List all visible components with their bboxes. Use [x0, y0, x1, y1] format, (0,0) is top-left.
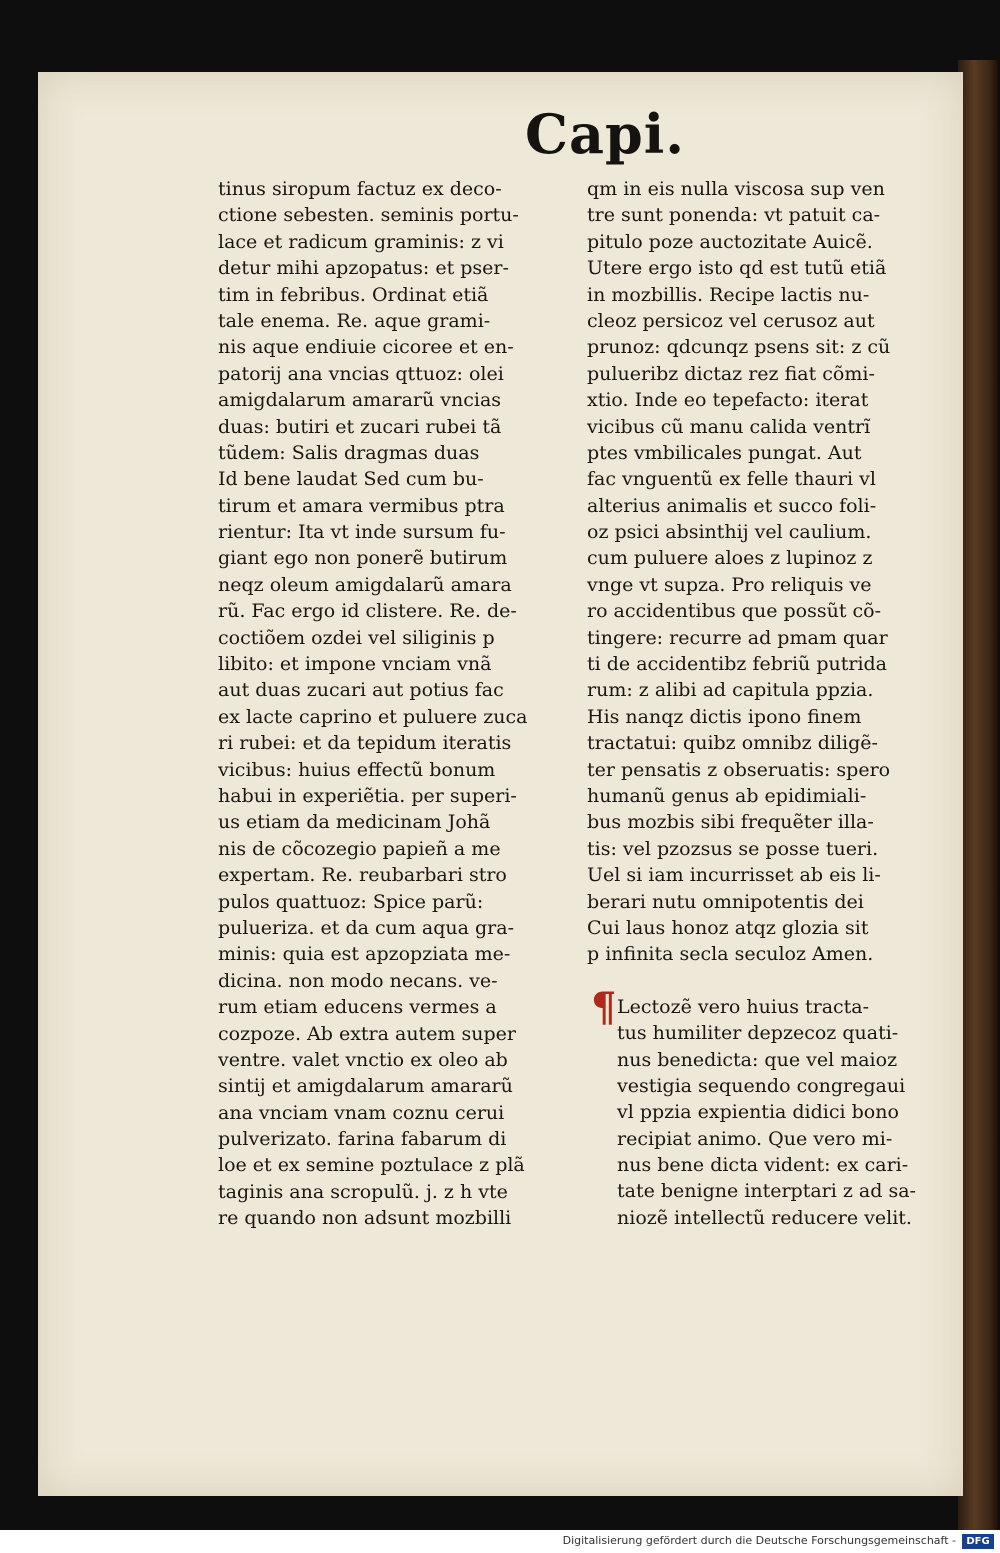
text-line: expertam. Re. reubarbari stro — [218, 864, 507, 887]
text-line: re quando non adsunt mozbilli — [218, 1207, 512, 1230]
footer-credit: Digitalisierung gefördert durch die Deutsche Forschungsgemeinschaft - — [562, 1534, 956, 1547]
text-line: oz psici absinthij vel caulium. — [587, 521, 872, 544]
text-line: vicibus cũ manu calida ventrĩ — [587, 415, 871, 438]
text-line: loe et ex semine poztulace z plã — [218, 1154, 525, 1177]
dfg-logo: DFG — [962, 1534, 994, 1549]
text-line: humanũ genus ab epidimiali- — [587, 784, 867, 807]
text-line: ex lacte caprino et puluere zuca — [218, 705, 528, 728]
text-line: prunoz: qdcunqz psens sit: z cũ — [587, 336, 891, 359]
text-line: tractatui: quibz omnibz diligẽ- — [587, 732, 878, 755]
text-line: qm in eis nulla viscosa sup ven — [587, 178, 885, 200]
text-line: vicibus: huius effectũ bonum — [218, 758, 496, 781]
text-line: tũdem: Salis dragmas duas — [218, 441, 480, 464]
text-line: His nanqz dictis ipono finem — [587, 705, 862, 728]
text-line: fac vnguentũ ex felle thauri vl — [587, 468, 876, 491]
text-line: rũ. Fac ergo id clistere. Re. de- — [218, 600, 517, 623]
text-line: nus benedicta: que vel maioz — [617, 1048, 898, 1071]
text-line: in mozbillis. Recipe lactis nu- — [587, 283, 870, 306]
text-line: ana vnciam vnam coznu cerui — [218, 1101, 505, 1124]
rubric-paragraph-mark: ¶ — [591, 984, 617, 1031]
text-line: aut duas zucari aut potius fac — [218, 679, 504, 702]
text-line: tim in febribus. Ordinat etiã — [218, 283, 489, 306]
text-line: pulueriza. et da cum aqua gra- — [218, 916, 515, 939]
text-line: bus mozbis sibi frequẽter illa- — [587, 811, 874, 834]
book-page — [38, 72, 963, 1496]
text-line: tate benigne interptari z ad sa- — [617, 1180, 916, 1203]
text-line: niozẽ intellectũ reducere velit. — [617, 1206, 912, 1229]
text-line: pulverizato. farina fabarum di — [218, 1128, 507, 1151]
text-line: recipiat animo. Que vero mi- — [617, 1127, 893, 1150]
text-line: pulos quattuoz: Spice parũ: — [218, 890, 484, 913]
running-head: Capi. — [525, 102, 686, 166]
footer-bar — [0, 1530, 1000, 1553]
text-line: vestigia sequendo congregaui — [617, 1074, 906, 1097]
text-line: tis: vel pzozsus se posse tueri. — [587, 837, 879, 860]
text-line: tinus siropum factuz ex deco- — [218, 178, 502, 200]
text-line: cozpoze. Ab extra autem super — [218, 1022, 516, 1045]
text-line: nus bene dicta vident: ex cari- — [617, 1154, 909, 1177]
text-line: detur mihi apzopatus: et pser- — [218, 257, 509, 280]
text-line: vnge vt supza. Pro reliquis ve — [587, 573, 872, 596]
text-line: ventre. valet vnctio ex oleo ab — [218, 1048, 508, 1071]
text-line: cleoz persicoz vel cerusoz aut — [587, 309, 875, 332]
text-line: tingere: recurre ad pmam quar — [587, 626, 888, 649]
text-line: vl ppzia expientia didici bono — [617, 1101, 899, 1124]
text-line: tus humiliter depzecoz quati- — [617, 1022, 899, 1045]
text-line: neqz oleum amigdalarũ amara — [218, 573, 512, 596]
book-edge — [958, 60, 998, 1530]
text-line: tirum et amara vermibus ptra — [218, 494, 505, 517]
paragraph-gap — [587, 968, 916, 994]
text-line: ro accidentibus que possũt cõ- — [587, 600, 881, 623]
text-line: ctione sebesten. seminis portu- — [218, 204, 519, 227]
text-line: ti de accidentibz febriũ putrida — [587, 653, 888, 676]
text-line: rum: z alibi ad capitula ppzia. — [587, 679, 874, 702]
text-line: rientur: Ita vt inde sursum fu- — [218, 521, 506, 544]
text-line: pulueribz dictaz rez fiat cõmi- — [587, 362, 875, 385]
text-line: Utere ergo isto qd est tutũ etiã — [587, 257, 887, 280]
text-line: sintij et amigdalarum amararũ — [218, 1075, 513, 1098]
text-line: Lectozẽ vero huius tracta- — [617, 995, 870, 1018]
text-line: ptes vmbilicales pungat. Aut — [587, 441, 862, 464]
text-line: pitulo poze auctozitate Auicẽ. — [587, 230, 873, 253]
text-line: patorij ana vncias qttuoz: olei — [218, 362, 504, 385]
text-line: nis aque endiuie cicoree et en- — [218, 336, 514, 359]
text-line: tale enema. Re. aque grami- — [218, 309, 491, 332]
text-line: p infinita secla seculoz Amen. — [587, 943, 874, 966]
text-line: alterius animalis et succo foli- — [587, 494, 877, 517]
text-line: coctiõem ozdei vel siliginis p — [218, 626, 495, 649]
text-line: nis de cõcozegio papieñ a me — [218, 837, 501, 860]
text-line: libito: et impone vnciam vnã — [218, 653, 492, 676]
text-line: xtio. Inde eo tepefacto: iterat — [587, 389, 869, 412]
text-line: Uel si iam incurrisset ab eis li- — [587, 864, 881, 887]
text-line: ter pensatis z obseruatis: spero — [587, 758, 891, 781]
text-line: us etiam da medicinam Johã — [218, 811, 491, 834]
text-line: minis: quia est apzopziata me- — [218, 943, 511, 966]
right-column — [587, 176, 916, 1231]
text-line: giant ego non ponerẽ butirum — [218, 547, 508, 570]
text-line: tre sunt ponenda: vt patuit ca- — [587, 204, 881, 227]
text-line: taginis ana scropulũ. j. z h vte — [218, 1180, 508, 1203]
text-line: cum puluere aloes z lupinoz z — [587, 547, 873, 570]
text-line: dicina. non modo necans. ve- — [218, 969, 498, 992]
right-column-paragraph-2 — [587, 994, 916, 1232]
text-line: duas: butiri et zucari rubei tã — [218, 415, 502, 438]
right-column-paragraph-1 — [587, 176, 916, 968]
text-line: Cui laus honoz atqz glozia sit — [587, 916, 869, 939]
text-line: rum etiam educens vermes a — [218, 996, 497, 1019]
text-line: berari nutu omnipotentis dei — [587, 890, 864, 913]
text-line: habui in experiẽtia. per superi- — [218, 784, 517, 807]
text-line: Id bene laudat Sed cum bu- — [218, 468, 484, 491]
text-line: lace et radicum graminis: z vi — [218, 230, 504, 253]
left-column — [218, 176, 527, 1232]
text-line: ri rubei: et da tepidum iteratis — [218, 732, 512, 755]
text-line: amigdalarum amararũ vncias — [218, 389, 502, 412]
